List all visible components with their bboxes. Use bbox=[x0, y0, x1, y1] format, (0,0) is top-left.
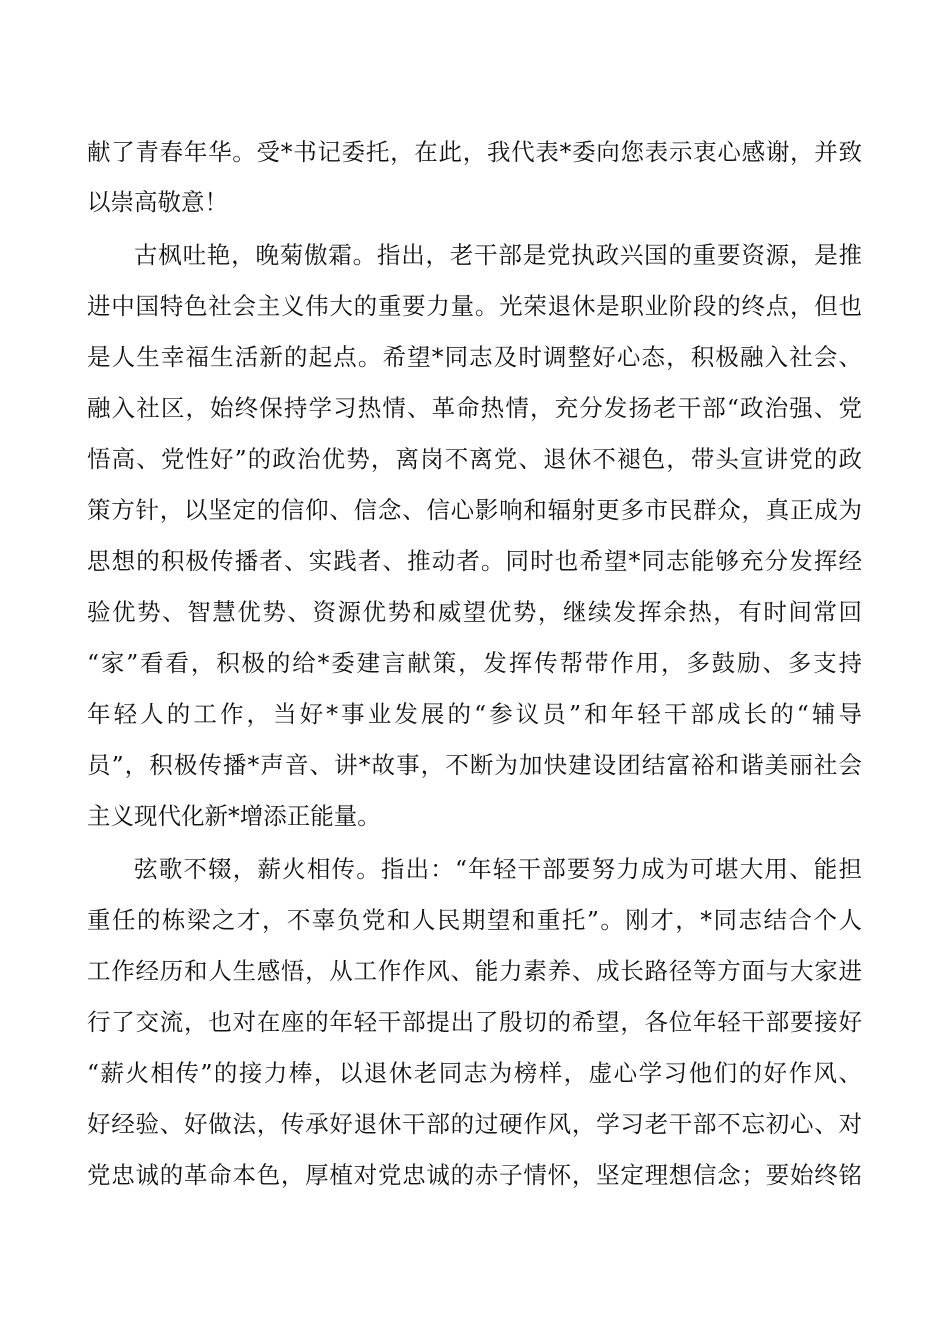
text-line: 进中国特色社会主义伟大的重要力量。光荣退休是职业阶段的终点，但也 bbox=[87, 292, 862, 320]
text-line: “薪火相传”的接力棒，以退休老同志为榜样，虚心学习他们的好作风、 bbox=[87, 1059, 862, 1087]
text-line: 以崇高敬意！ bbox=[87, 188, 228, 216]
text-line: 献了青春年华。受*书记委托，在此，我代表*委向您表示衷心感谢，并致 bbox=[87, 138, 862, 166]
text-line: 是人生幸福生活新的起点。希望*同志及时调整好心态，积极融入社会、 bbox=[87, 343, 862, 371]
text-line: 验优势、智慧优势、资源优势和威望优势，继续发挥余热，有时间常回 bbox=[87, 598, 862, 626]
text-line: 年轻人的工作，当好*事业发展的“参议员”和年轻干部成长的“辅导 bbox=[87, 700, 862, 728]
text-line: 思想的积极传播者、实践者、推动者。同时也希望*同志能够充分发挥经 bbox=[87, 547, 862, 575]
text-line: 党忠诚的革命本色，厚植对党忠诚的赤子情怀，坚定理想信念；要始终铭 bbox=[87, 1161, 862, 1189]
text-line: 策方针，以坚定的信仰、信念、信心影响和辐射更多市民群众，真正成为 bbox=[87, 496, 862, 524]
text-line: “家”看看，积极的给*委建言献策，发挥传帮带作用，多鼓励、多支持 bbox=[87, 649, 862, 677]
paragraph-first-line: 弦歌不辍，薪火相传。指出：“年轻干部要努力成为可堪大用、能担 bbox=[134, 855, 862, 883]
text-line: 悟高、党性好”的政治优势，离岗不离党、退休不褪色，带头宣讲党的政 bbox=[87, 445, 862, 473]
text-line: 好经验、好做法，传承好退休干部的过硬作风，学习老干部不忘初心、对 bbox=[87, 1110, 862, 1138]
text-line: 重任的栋梁之才，不辜负党和人民期望和重托”。刚才，*同志结合个人 bbox=[87, 906, 862, 934]
text-line: 主义现代化新*增添正能量。 bbox=[87, 802, 381, 830]
text-line: 工作经历和人生感悟，从工作作风、能力素养、成长路径等方面与大家进 bbox=[87, 957, 862, 985]
paragraph-first-line: 古枫吐艳，晚菊傲霜。指出，老干部是党执政兴国的重要资源，是推 bbox=[134, 241, 862, 269]
text-line: 行了交流，也对在座的年轻干部提出了殷切的希望，各位年轻干部要接好 bbox=[87, 1008, 862, 1036]
text-line: 员”，积极传播*声音、讲*故事，不断为加快建设团结富裕和谐美丽社会 bbox=[87, 751, 862, 779]
text-line: 融入社区，始终保持学习热情、革命热情，充分发扬老干部“政治强、党 bbox=[87, 394, 862, 422]
